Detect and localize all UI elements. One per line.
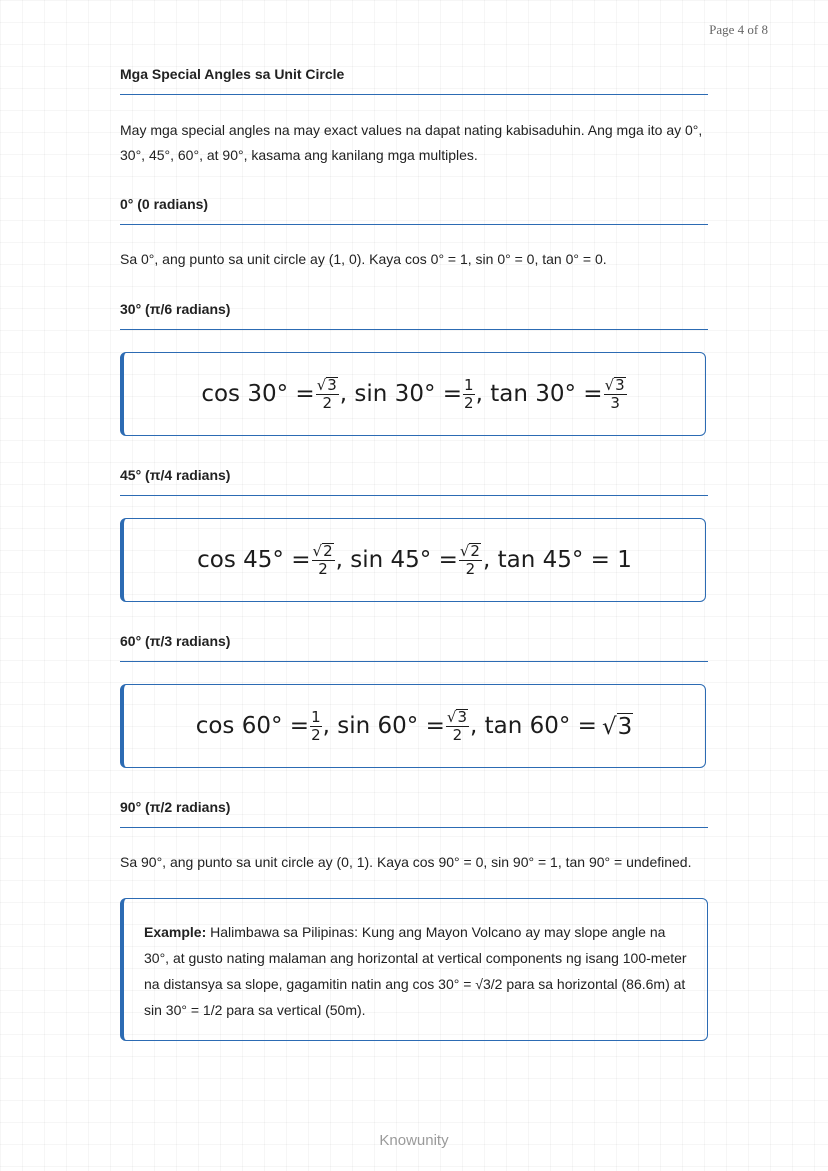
cos-45-fraction: √ 2 2	[312, 542, 333, 578]
sin-30-label: , sin 30° =	[339, 381, 463, 407]
cos-45-label: cos 45° =	[197, 547, 311, 573]
page-number: Page 4 of 8	[709, 22, 768, 37]
tan-60-label: , tan 60° =	[469, 713, 597, 739]
page-title: Mga Special Angles sa Unit Circle	[120, 66, 708, 95]
heading-90-degrees: 90° (π/2 radians)	[120, 799, 708, 828]
heading-0-degrees: 0° (0 radians)	[120, 196, 708, 225]
tan-30-fraction: √ 3 3	[604, 376, 625, 412]
heading-60-degrees: 60° (π/3 radians)	[120, 633, 708, 662]
cos-60-fraction: $\frac{1}{2}$	[311, 707, 321, 744]
tan-45-label: , tan 45° = 1	[482, 547, 632, 573]
sin-45-label: , sin 45° =	[335, 547, 458, 573]
intro-paragraph: May mga special angles na may exact values na dapat nating kabisaduhin. Ang mga ito ay 0°, 30°, 45°, 60°, at 90°, kasama ang kanilang mga multiples.	[120, 122, 703, 163]
tan-30-label: , tan 30° =	[475, 381, 603, 407]
heading-30-degrees: 30° (π/6 radians)	[120, 301, 708, 330]
heading-45-degrees: 45° (π/4 radians)	[120, 467, 708, 496]
formula-box-60-degrees	[120, 684, 706, 768]
sin-60-fraction: √ 3 2	[446, 708, 467, 744]
cos-30-label: cos 30° =	[201, 381, 315, 407]
cos-60-label: cos 60° =	[195, 713, 310, 739]
example-box	[120, 898, 708, 1041]
paragraph-90-degrees: Sa 90°, ang punto sa unit circle ay (0, 1). Kaya cos 90° = 0, sin 90° = 1, tan 90° = undefined.	[120, 854, 692, 870]
formula-box-30-degrees	[120, 352, 706, 436]
sin-60-label: , sin 60° =	[322, 713, 445, 739]
sin-30-fraction: $\frac{1}{2}$	[464, 375, 474, 412]
paragraph-0-degrees: Sa 0°, ang punto sa unit circle ay (1, 0). Kaya cos 0° = 1, sin 0° = 0, tan 0° = 0.	[120, 251, 607, 267]
example-label: Example:	[144, 924, 207, 940]
example-text: Halimbawa sa Pilipinas: Kung ang Mayon Volcano ay may slope angle na 30°, at gusto nating malaman ang horizontal at vertical components ng isang 100-meter na distansya sa slope, gagamitin natin ang cos 30° = √3/2 para sa horizontal (86.6m) at sin 30° = 1/2 para sa vertical (50m).	[144, 924, 687, 1018]
formula-box-45-degrees	[120, 518, 706, 602]
tan-60-root: √ 3	[601, 713, 633, 740]
sin-45-fraction: √ 2 2	[459, 542, 480, 578]
cos-30-fraction: √ 3 2	[316, 376, 337, 412]
footer-brand: Knowunity	[379, 1132, 449, 1149]
